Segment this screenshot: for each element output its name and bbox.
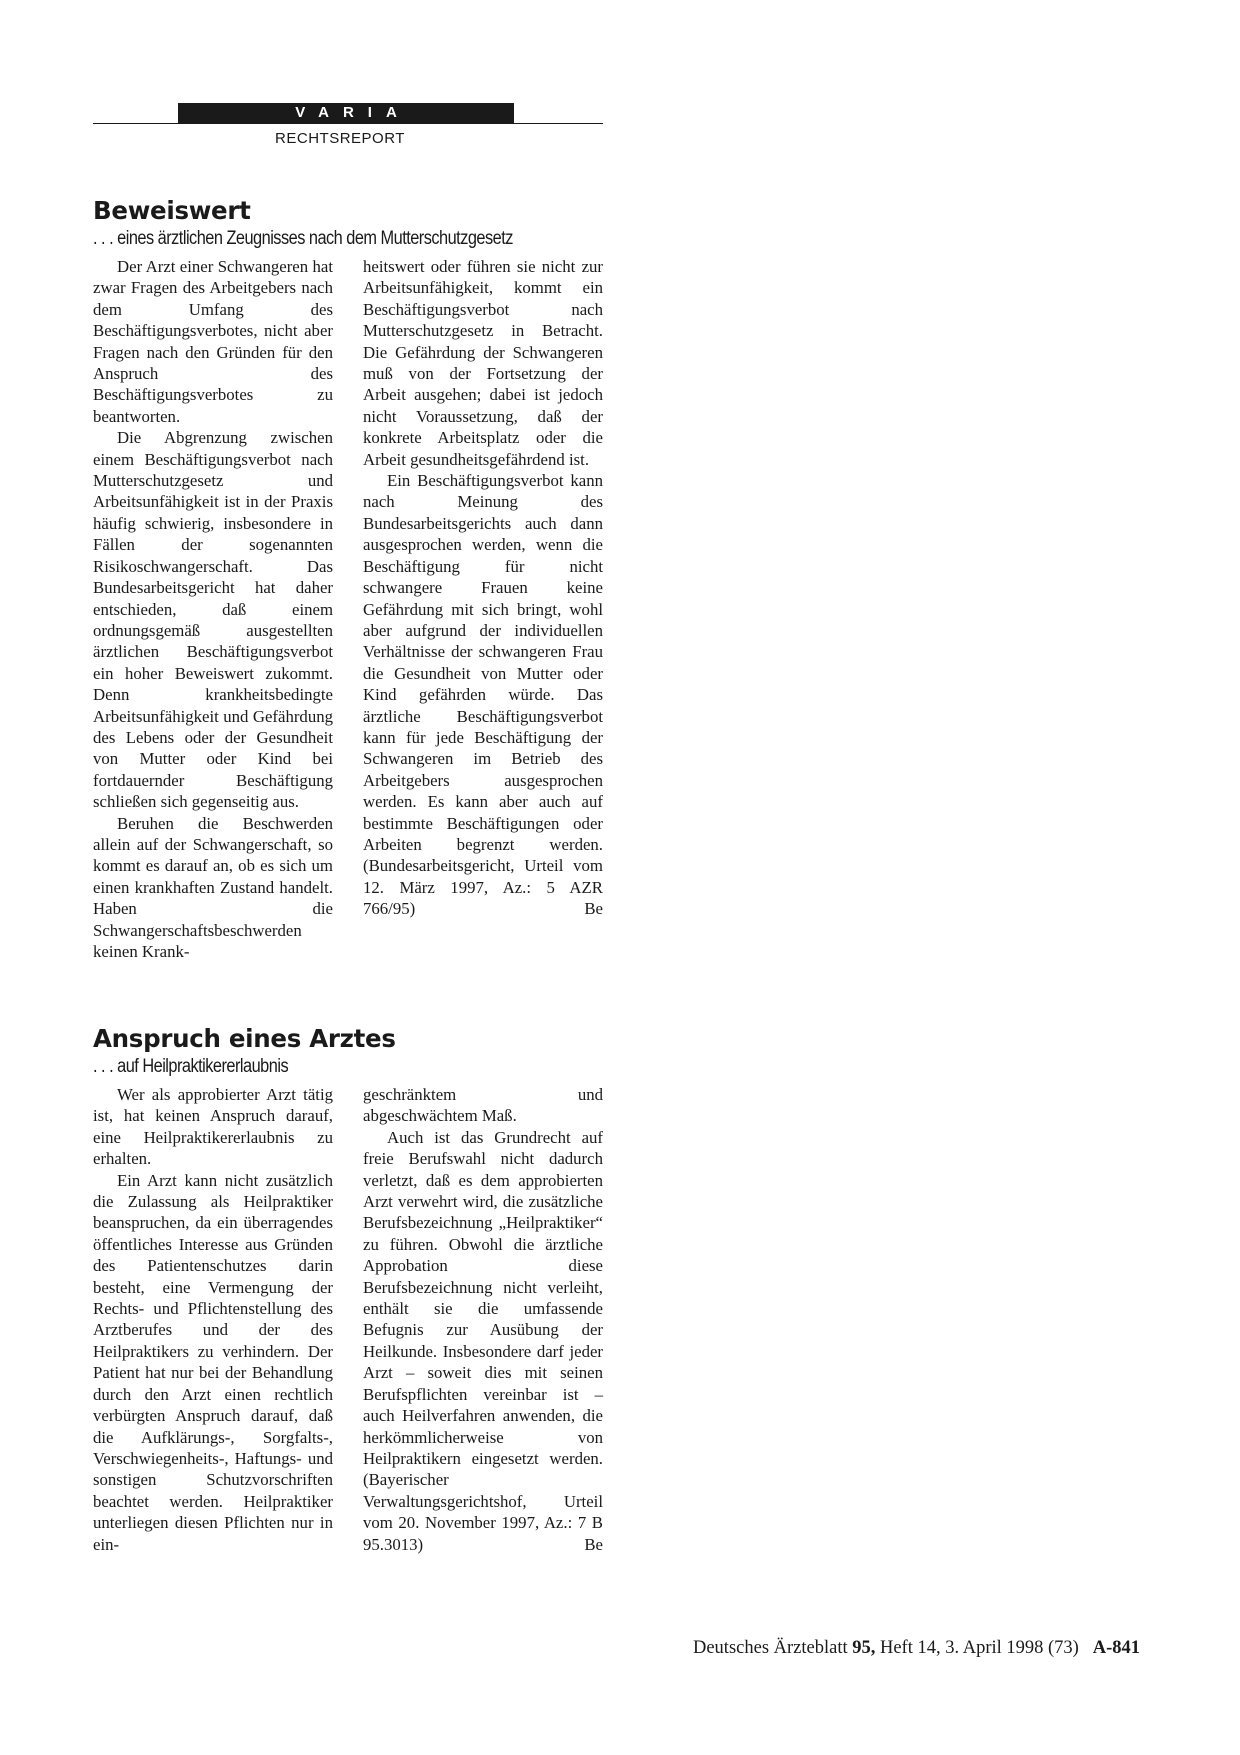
page-number: A-841 xyxy=(1092,1638,1140,1658)
article-subtitle: . . . auf Heilpraktikererlaubnis xyxy=(93,1056,289,1077)
header-rule xyxy=(93,123,603,124)
article-columns xyxy=(93,256,603,962)
section-header-varia: VARIA xyxy=(178,103,514,123)
article-subtitle: . . . eines ärztlichen Zeugnisses nach dem Mutterschutzgesetz xyxy=(93,228,513,249)
article-title: Beweiswert xyxy=(93,196,251,225)
column-right xyxy=(363,256,603,962)
paragraph xyxy=(363,1127,603,1555)
paragraph: heitswert oder führen sie nicht zur Arbeitsunfähigkeit, kommt ein Beschäftigungsverbot nach Mutterschutzgesetz in Betracht. Die Gefährdung der Schwangeren muß von der Fortsetzung der Arbeit ausgehen; dabei ist jedoch nicht Voraussetzung, daß der konkrete Arbeitsplatz oder die Arbeit gesundheitsgefährdend ist. xyxy=(363,257,603,469)
column-left xyxy=(93,1084,333,1555)
paragraph xyxy=(363,470,603,920)
author-signature: Be xyxy=(584,899,603,919)
article-beweiswert xyxy=(93,196,603,962)
paragraph: Wer als approbierter Arzt tätig ist, hat keinen Anspruch darauf, eine Heilpraktikererlaubnis zu erhalten. xyxy=(93,1085,333,1169)
page-footer xyxy=(693,1638,1140,1659)
article-anspruch-eines-arztes xyxy=(93,1024,603,1555)
article-title: Anspruch eines Arztes xyxy=(93,1024,396,1053)
journal-volume: 95, xyxy=(852,1638,876,1658)
article-columns xyxy=(93,1084,603,1555)
paragraph: Die Abgrenzung zwischen einem Beschäftigungsverbot nach Mutterschutzgesetz und Arbeitsunfähigkeit ist in der Praxis häufig schwierig, insbesondere in Fällen der sogenannten Risikoschwangerschaft. Das Bundesarbeitsgericht hat daher entschieden, daß einem ordnungsgemäß ausgestellten ärztlichen Beschäftigungsverbot ein hoher Beweiswert zukommt. Denn krankheitsbedingte Arbeitsunfähigkeit und Gefährdung des Lebens oder der Gesundheit von Mutter oder Kind bei fortdauernder Beschäftigung schließen sich gegenseitig aus. xyxy=(93,428,333,812)
author-signature: Be xyxy=(584,1534,603,1554)
journal-name: Deutsches Ärzteblatt xyxy=(692,1638,848,1658)
paragraph-text: Auch ist das Grundrecht auf freie Berufswahl nicht dadurch verletzt, daß es dem approbierten Arzt verwehrt wird, die zusätzliche Berufsbezeichnung „Heilpraktiker“ zu führen. Obwohl die ärztliche Approbation diese Berufsbezeichnung nicht verleiht, enthält sie die umfassende Befugnis zur Ausübung der Heilkunde. Insbesondere darf jeder Arzt – soweit dies mit seinen Berufspflichten vereinbar ist – auch Heilverfahren anwenden, die herkömmlicherweise von Heilpraktikern eingesetzt werden. (Bayerischer Verwaltungsgerichtshof, Urteil vom 20. November 1997, Az.: 7 B 95.3013) xyxy=(363,1127,603,1554)
paragraph: Ein Arzt kann nicht zusätzlich die Zulassung als Heilpraktiker beanspruchen, da ein überragendes öffentliches Interesse aus Gründen des Patientenschutzes darin besteht, eine Vermengung der Rechts- und Pflichtenstellung des Arztberufes und der des Heilpraktikers zu verhindern. Der Patient hat nur bei der Behandlung durch den Arzt einen rechtlich verbürgten Anspruch darauf, daß die Aufklärungs-, Sorgfalts-, Verschwiegenheits-, Haftungs- und sonstigen Schutzvorschriften beachtet werden. Heilpraktiker unterliegen diesen Pflichten nur in ein- xyxy=(93,1170,333,1554)
paragraph-text: Ein Beschäftigungsverbot kann nach Meinung des Bundesarbeitsgerichts auch dann ausgesprochen werden, wenn die Beschäftigung für nicht schwangere Frauen keine Gefährdung mit sich bringt, wohl aber aufgrund der individuellen Verhältnisse der schwangeren Frau die Gesundheit von Mutter oder Kind gefährden würde. Das ärztliche Beschäftigungsverbot kann für jede Beschäftigung der Schwangeren im Betrieb des Arbeitgebers ausgesprochen werden. Es kann aber auch auf bestimmte Beschäftigungen oder Arbeiten begrenzt werden. (Bundesarbeitsgericht, Urteil vom 12. März 1997, Az.: 5 AZR 766/95) xyxy=(363,471,603,919)
column-left xyxy=(93,256,333,962)
paragraph: Beruhen die Beschwerden allein auf der Schwangerschaft, so kommt es darauf an, ob es sich um einen krankhaften Zustand handelt. Haben die Schwangerschaftsbeschwerden keinen Krank- xyxy=(93,813,333,961)
column-right xyxy=(363,1084,603,1555)
paragraph: geschränktem und abgeschwächtem Maß. xyxy=(363,1085,603,1126)
paragraph: Der Arzt einer Schwangeren hat zwar Fragen des Arbeitgebers nach dem Umfang des Beschäftigungsverbotes, nicht aber Fragen nach den Gründen für den Anspruch des Beschäftigungsverbotes zu beantworten. xyxy=(93,257,333,426)
subsection-header-rechtsreport: RECHTSREPORT xyxy=(275,130,405,147)
journal-issue: Heft 14, 3. April 1998 (73) xyxy=(879,1638,1079,1658)
